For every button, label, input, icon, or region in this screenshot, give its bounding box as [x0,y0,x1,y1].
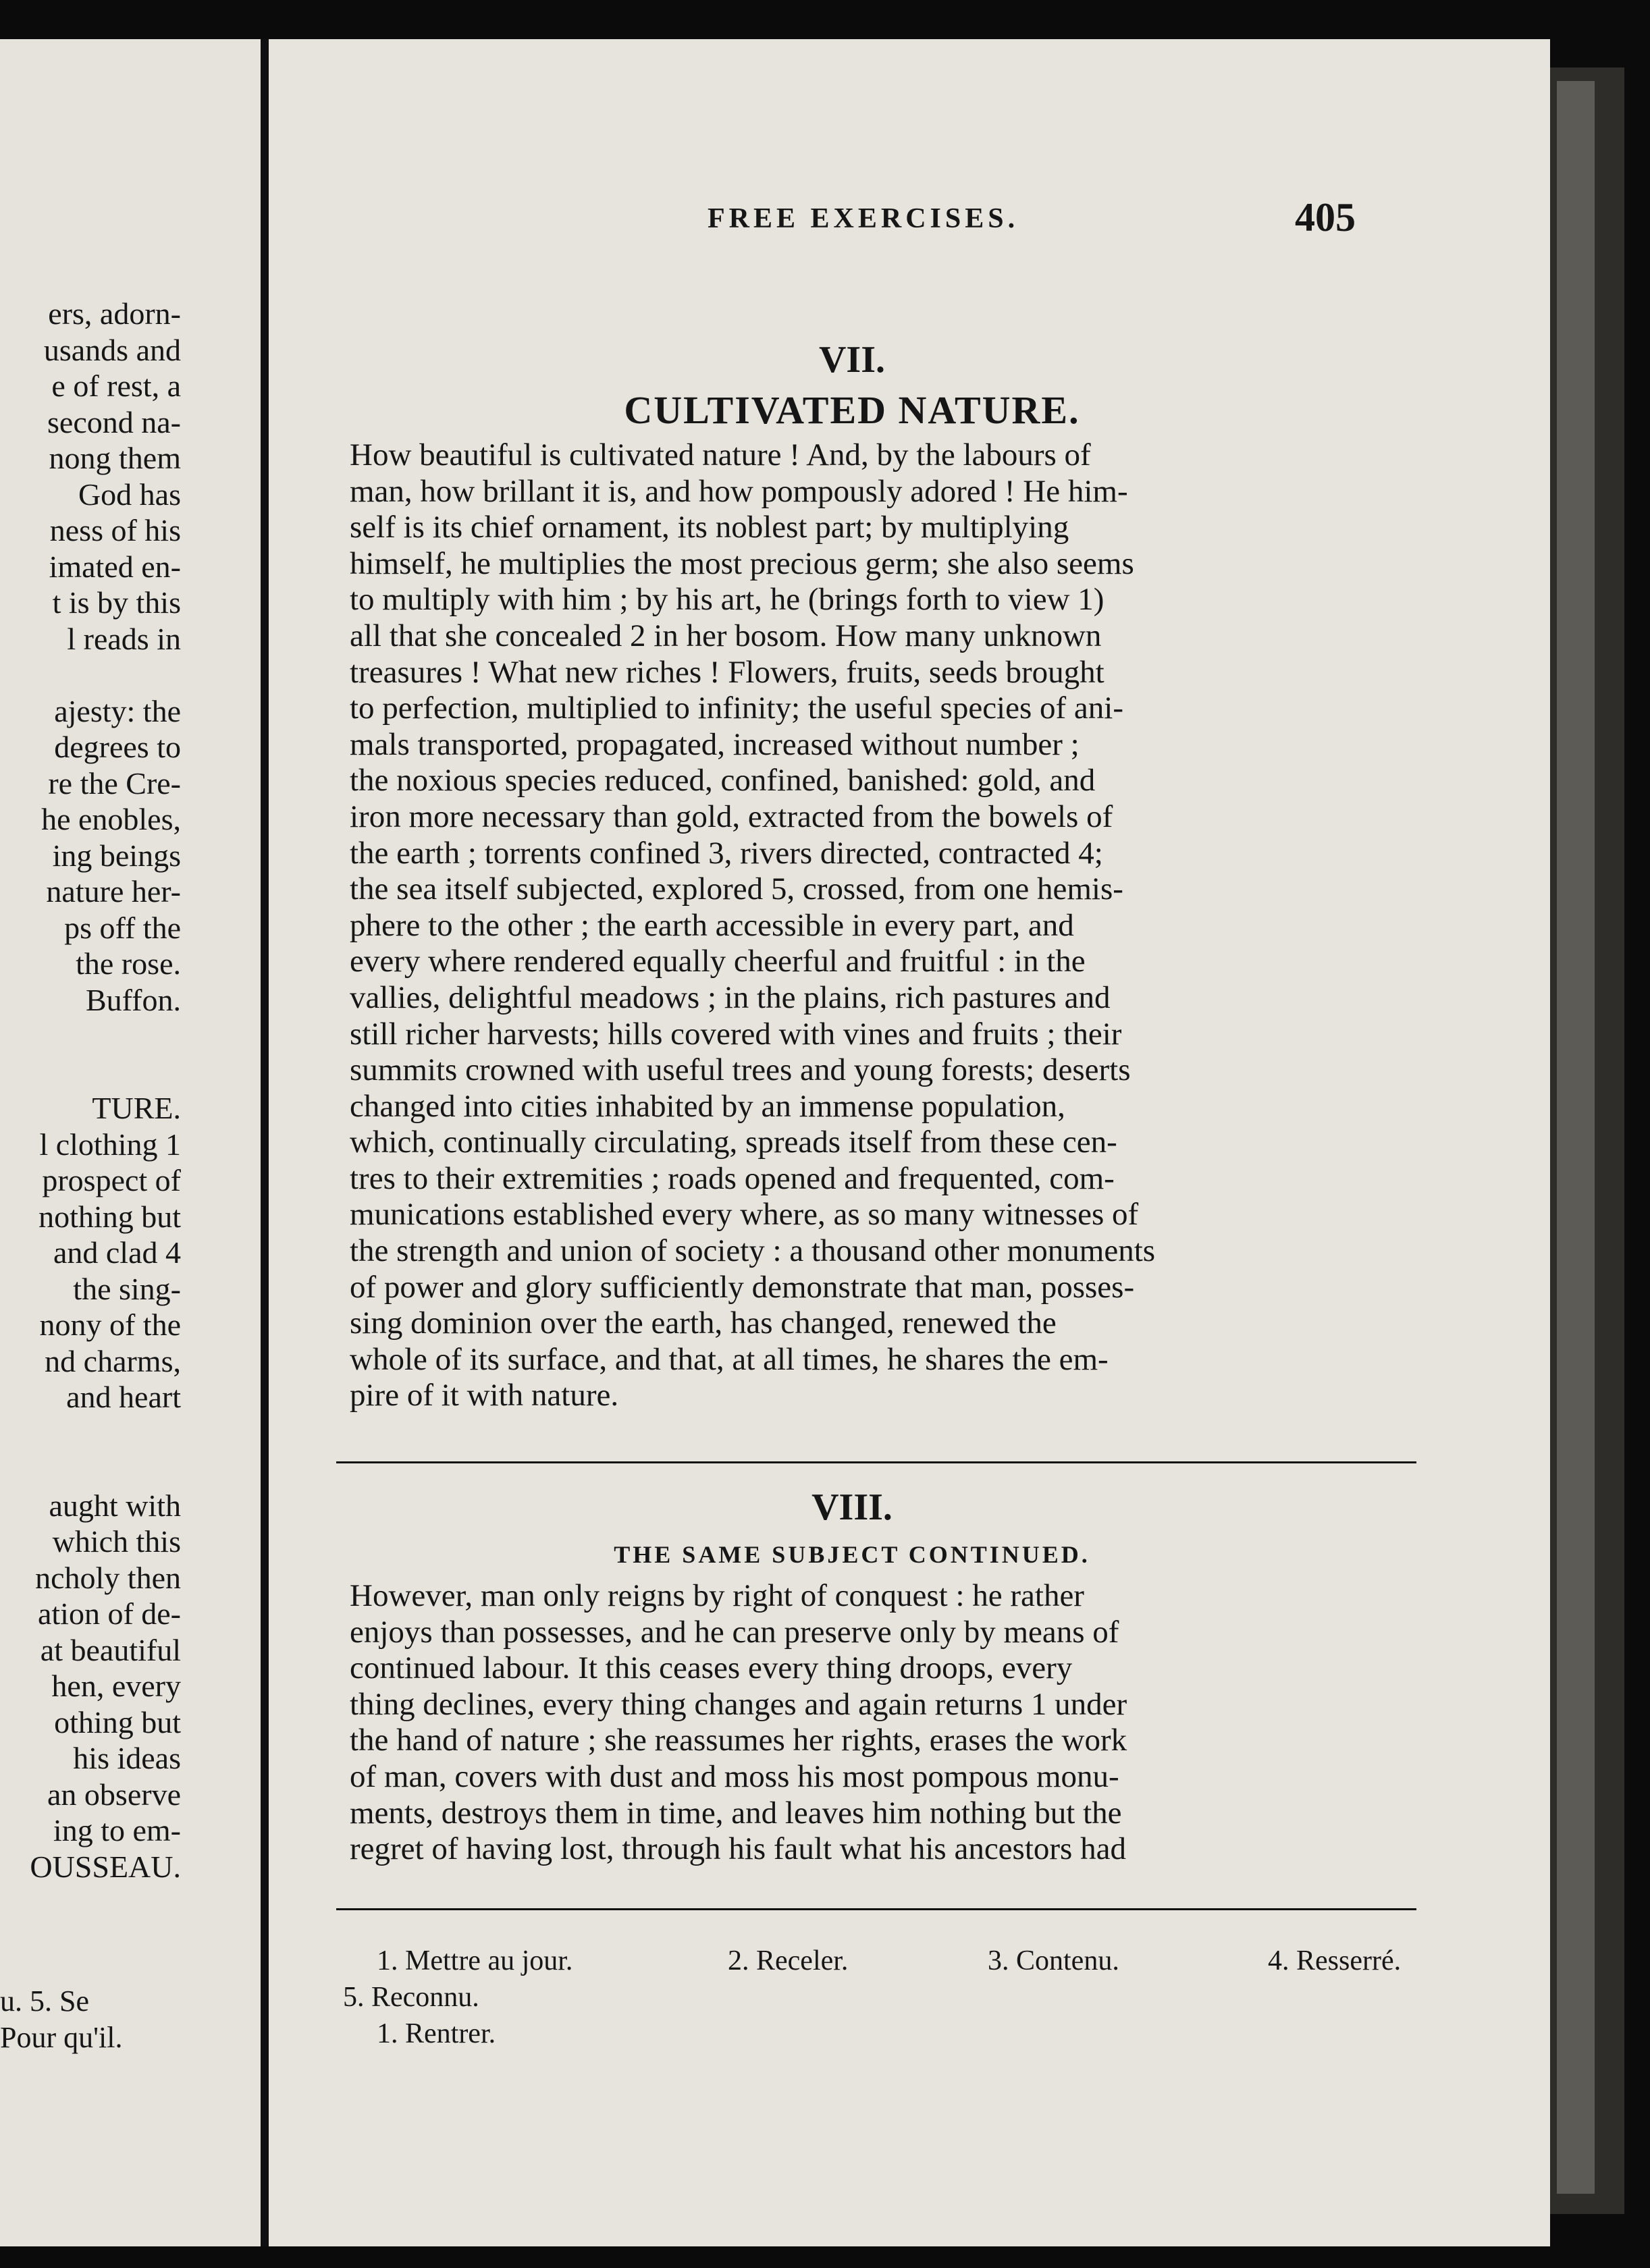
text-line: vallies, delightful meadows ; in the plains, rich pastures and [350,979,1111,1015]
footnote-row [350,2016,1550,2052]
left-text-line: ncholy then [35,1560,181,1595]
left-text-line: nd charms, [45,1343,181,1378]
text-line: the hand of nature ; she reassumes her rights, erases the work [350,1723,1127,1758]
text-line: However, man only reigns by right of conquest : he rather [350,1578,1084,1614]
text-line: munications established every where, as so many witnesses of [350,1197,1139,1233]
left-text-line: God has [78,477,181,512]
text-line: of power and glory sufficiently demonstrate that man, posses- [350,1269,1135,1305]
running-head: FREE EXERCISES. [708,203,1019,234]
left-footnote-line: Pour qu'il. [0,2021,123,2054]
left-text-line: he enobles, [41,802,181,836]
text-line: all that she concealed 2 in her bosom. How many unknown [350,618,1102,653]
text-line: every where rendered equally cheerful and fruitful : in the [350,944,1086,979]
section-subtitle: THE SAME SUBJECT CONTINUED. [614,1541,1090,1569]
section-number: VII. [818,339,886,381]
text-line: treasures ! What new riches ! Flowers, fruits, seeds brought [350,654,1105,690]
text-line: to perfection, multiplied to infinity; the useful species of ani- [350,691,1123,726]
left-footnote-line: u. 5. Se [0,1985,89,2018]
text-line: regret of having lost, through his fault what his ancestors had [350,1831,1126,1867]
left-text-line: l clothing 1 [39,1127,181,1162]
left-text-line: hen, every [51,1669,181,1703]
text-line: changed into cities inhabited by an immense population, [350,1088,1065,1124]
footnote-5: 5. Reconnu. [343,1981,479,2013]
text-line: the sea itself subjected, explored 5, crossed, from one hemis- [350,871,1123,907]
text-line: mals transported, propagated, increased without number ; [350,726,1080,762]
text-line: the strength and union of society : a thousand other monuments [350,1233,1156,1269]
footnote-2: 2. Receler. [728,1945,849,1976]
left-text-line: re the Cre- [48,765,181,801]
left-text-line: Buffon. [86,982,181,1017]
left-text-line: nony of the [39,1307,181,1342]
left-text-line: ajesty: the [54,693,181,728]
text-line: which, continually circulating, spreads itself from these cen- [350,1125,1117,1160]
left-text-line: ing beings [52,838,181,873]
footnote-6: 1. Rentrer. [377,2018,496,2049]
main-text [343,336,1550,2052]
left-text-line: nothing but [38,1199,181,1234]
section-body [350,1578,1550,1868]
text-line: thing declines, every thing changes and again returns 1 under [350,1686,1127,1722]
right-page [269,39,1550,2246]
text-line: self is its chief ornament, its noblest part; by multiplying [350,510,1069,545]
footnote-row [350,1943,1550,1979]
left-text-line [30,1018,181,1090]
left-text-line: imated en- [49,549,181,584]
text-line: sing dominion over the earth, has changed, renewed the [350,1305,1057,1341]
text-line: enjoys than possesses, and he can preserve only by means of [350,1614,1119,1650]
footnote-divider [336,1908,1416,1910]
left-text-line: nature her- [46,874,181,909]
left-text-line: the rose. [76,946,181,981]
left-text-line: an observe [47,1777,181,1812]
text-line: the earth ; torrents confined 3, rivers directed, contracted 4; [350,835,1103,871]
left-text-line: e of rest, a [51,369,181,403]
left-page-text [30,296,181,1885]
left-text-line [30,657,181,693]
text-line: phere to the other ; the earth accessible in every part, and [350,907,1074,943]
page-edge [1550,68,1624,2214]
left-text-line: his ideas [73,1741,181,1775]
page-header [269,194,1550,242]
left-text-line [30,1415,181,1488]
text-line: tres to their extremities ; roads opened and frequented, com- [350,1160,1115,1196]
left-text-line: ps off the [64,910,181,945]
left-text-line: ing to em- [53,1813,181,1847]
text-line: of man, covers with dust and moss his most pompous monu- [350,1759,1119,1794]
left-text-line: and heart [66,1380,181,1414]
text-line: iron more necessary than gold, extracted from the bowels of [350,799,1113,834]
left-text-line: at beautiful [40,1632,181,1667]
left-text-line: which this [52,1524,181,1559]
left-page [0,39,261,2246]
text-line: ments, destroys them in time, and leaves him nothing but the [350,1795,1122,1831]
left-page-footnotes [0,1983,123,2056]
section-number: VIII. [811,1486,893,1529]
book-gutter [261,39,269,2246]
section-divider [336,1461,1416,1463]
left-text-line: aught with [49,1488,181,1523]
footnote-3: 3. Contenu. [988,1945,1119,1976]
text-line: pire of it with nature. [350,1378,619,1413]
left-text-line: ers, adorn- [48,296,181,331]
left-text-line: the sing- [73,1271,181,1306]
page-number: 405 [1295,195,1356,240]
text-line: summits crowned with useful trees and young forests; deserts [350,1052,1131,1088]
text-line: still richer harvests; hills covered with vines and fruits ; their [350,1016,1122,1052]
footnote-row [343,1979,1550,2016]
left-text-line: othing but [54,1704,181,1739]
footnote-4: 4. Resserré. [1268,1945,1402,1976]
section-title: CULTIVATED NATURE. [624,388,1080,432]
section-body [350,437,1550,1414]
left-text-line: ness of his [49,513,181,547]
left-text-line: degrees to [54,730,181,764]
text-line: the noxious species reduced, confined, banished: gold, and [350,763,1096,799]
text-line: man, how brillant it is, and how pompously adored ! He him- [350,473,1128,509]
left-text-line: second na- [47,404,181,439]
left-text-line: nong them [49,441,181,475]
left-text-line: prospect of [42,1163,181,1197]
text-line: How beautiful is cultivated nature ! And, by the labours of [350,437,1091,473]
left-text-line: TURE. [92,1091,181,1125]
text-line: whole of its surface, and that, at all times, he shares the em- [350,1341,1109,1377]
left-text-line: l reads in [67,621,181,656]
left-text-line: usands and [43,332,181,367]
footnote-1: 1. Mettre au jour. [377,1945,573,1976]
left-text-line: t is by this [52,585,181,620]
text-line: to multiply with him ; by his art, he (brings forth to view 1) [350,582,1105,618]
left-text-line: OUSSEAU. [30,1849,181,1884]
left-text-line: ation of de- [37,1596,181,1631]
left-text-line: and clad 4 [53,1235,181,1270]
text-line: himself, he multiplies the most precious germ; she also seems [350,545,1134,581]
text-line: continued labour. It this ceases every thing droops, every [350,1650,1073,1686]
